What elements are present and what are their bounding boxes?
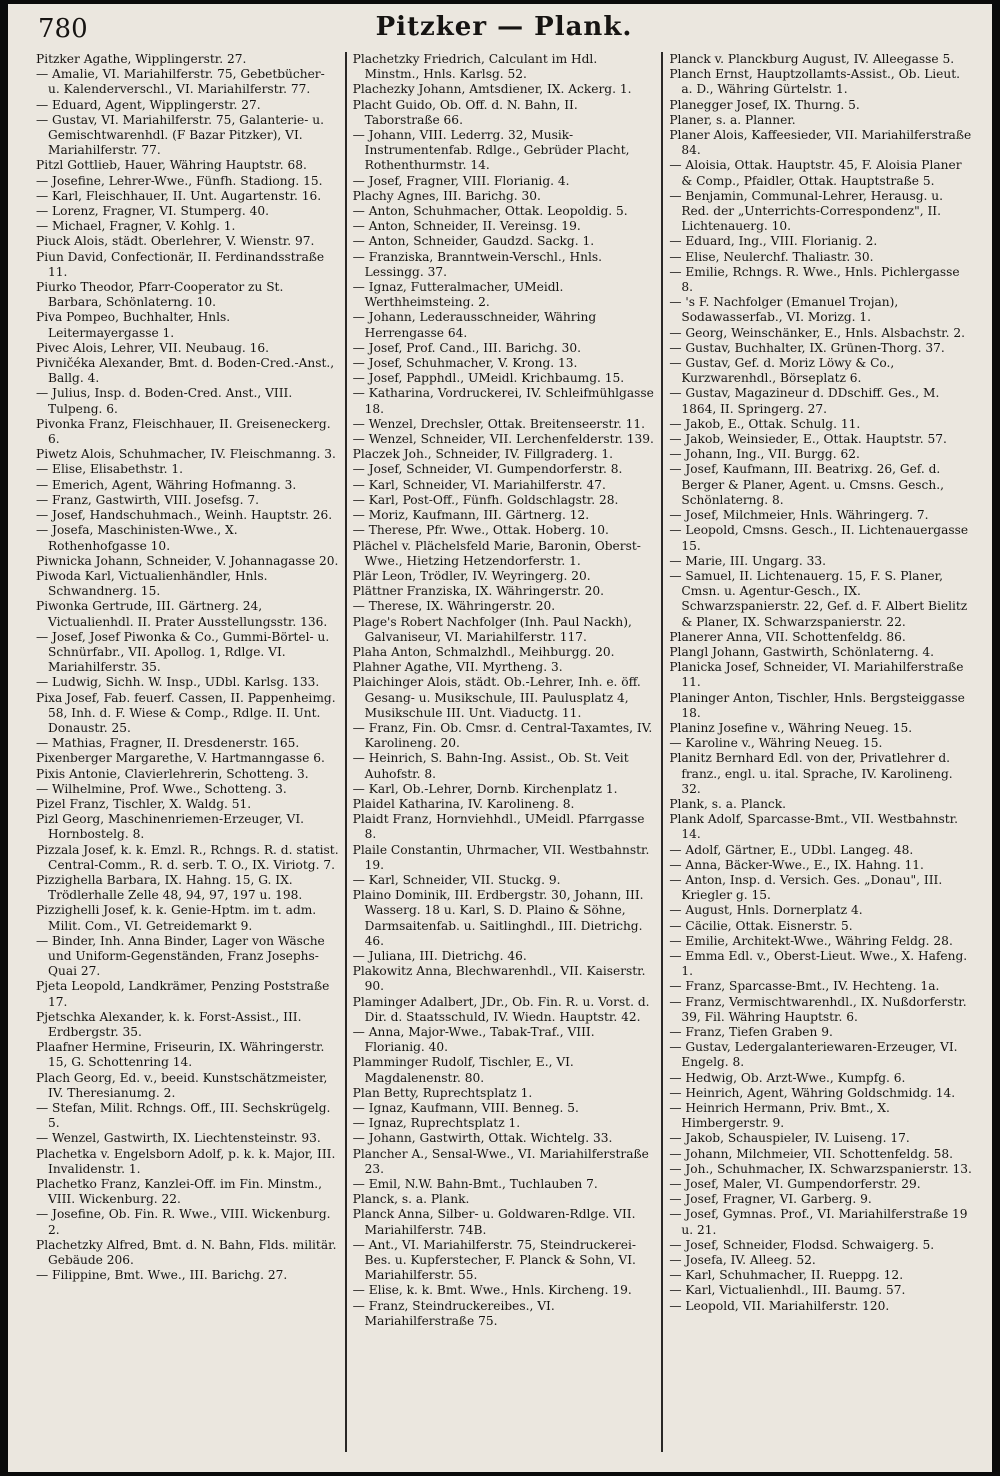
directory-entry: — Gustav, Buchhalter, IX. Grünen-Thorg. 37. [669,340,945,355]
directory-entry: Pizzala Josef, k. k. Emzl. R., Rchngs. R. d. statist. Central-Comm., R. d. serb. T. O., IX. Viriotg. 7. [36,842,339,872]
directory-entry: Piuck Alois, städt. Oberlehrer, V. Wienstr. 97. [36,234,315,249]
column-left [30,52,345,1452]
directory-entry: Pizzighelli Josef, k. k. Genie-Hptm. im t. adm. Milit. Com., VI. Getreidemarkt 9. [36,903,317,933]
directory-entry: Plaichinger Alois, städt. Ob.-Lehrer, Inh. e. öff. Gesang- u. Musikschule, III. Paulusplatz 4, Musikschule III. Unt. Viaductg. 11. [352,675,641,720]
directory-entry: — Karl, Schneider, VII. Stuckg. 9. [352,872,561,887]
directory-entry: — Emerich, Agent, Währing Hofmanng. 3. [36,477,297,492]
directory-entry: Plahner Agathe, VII. Myrtheng. 3. [352,660,563,675]
directory-entry: — Franz, Sparcasse-Bmt., IV. Hechteng. 1a. [669,979,940,994]
directory-entry: Pivničéka Alexander, Bmt. d. Boden-Cred.-Anst., Ballg. 4. [36,356,335,386]
directory-entry: — Katharina, Vordruckerei, IV. Schleifmühlgasse 18. [352,386,654,416]
directory-entry: Planerer Anna, VII. Schottenfeldg. 86. [669,629,906,644]
directory-entry: — Karl, Ob.-Lehrer, Dornb. Kirchenplatz 1. [352,781,618,796]
directory-entry: — Therese, Pfr. Wwe., Ottak. Hoberg. 10. [352,523,609,538]
entry-columns [30,52,978,1452]
directory-entry: — Elise, Elisabethstr. 1. [36,462,183,477]
running-title: Pitzker — Plank. [375,12,633,42]
directory-entry: — Gustav, VI. Mariahilferstr. 75, Galanterie- u. Gemischtwarenhdl. (F Bazar Pitzker), VI. Mariahilferstr. 77. [36,112,324,158]
directory-entry: — Leopold, Cmsns. Gesch., II. Lichtenauergasse 15. [669,523,969,553]
directory-entry: — Eduard, Ing., VIII. Florianig. 2. [669,234,878,249]
directory-entry: — Eduard, Agent, Wipplingerstr. 27. [36,97,261,112]
directory-entry: — Gustav, Magazineur d. DDschiff. Ges., M. 1864, II. Springerg. 27. [669,386,940,416]
directory-entry: Pjetschka Alexander, k. k. Forst-Assist., III. Erdbergstr. 35. [36,1009,302,1039]
directory-entry: — Ignaz, Futteralmacher, UMeidl. Werthheimsteing. 2. [352,280,564,310]
directory-entry: Piun David, Confectionär, II. Ferdinandsstraße 11. [36,249,325,279]
directory-entry: Planck Anna, Silber- u. Goldwaren-Rdlge. VII. Mariahilferstr. 74B. [352,1207,636,1237]
directory-entry: Pixa Josef, Fab. feuerf. Cassen, II. Pappenheimg. 58, Inh. d. F. Wiese & Comp., Rdlge. II. Unt. Donaustr. 25. [36,690,336,735]
directory-entry: Pizzighella Barbara, IX. Hahng. 15, G. IX. Trödlerhalle Zelle 48, 94, 97, 197 u. 198. [36,872,303,903]
directory-entry: — Johann, Gastwirth, Ottak. Wichtelg. 33. [352,1131,613,1146]
directory-entry: — Johann, VIII. Lederrg. 32, Musik-Instrumentenfab. Rdlge., Gebrüder Placht, Rothenthurmstr. 14. [352,128,630,173]
directory-entry: Placht Guido, Ob. Off. d. N. Bahn, II. Taborstraße 66. [352,97,578,127]
directory-entry: Plachetko Franz, Kanzlei-Off. im Fin. Minstm., VIII. Wickenburg. 22. [36,1177,323,1207]
directory-entry: Plächel v. Plächelsfeld Marie, Baronin, Oberst-Wwe., Hietzing Hetzendorferstr. 1. [352,538,641,568]
directory-entry: — Filippine, Bmt. Wwe., III. Barichg. 27. [36,1268,288,1283]
directory-entry: — Josef, Prof. Cand., III. Barichg. 30. [352,340,582,355]
directory-entry: — Emilie, Architekt-Wwe., Währing Feldg. 28. [669,933,953,948]
directory-entry: — Johann, Ing., VII. Burgg. 62. [669,447,860,462]
directory-entry: Plank, s. a. Planck. [669,796,787,811]
directory-entry: — Gustav, Ledergalanteriewaren-Erzeuger, VI. Engelg. 8. [669,1040,958,1070]
directory-entry: Planer, s. a. Planner. [669,112,796,127]
directory-entry: — Juliana, III. Dietrichg. 46. [352,948,527,963]
directory-entry: — Franz, Tiefen Graben 9. [669,1025,833,1039]
directory-entry: — Elise, Neulerchf. Thaliastr. 30. [669,249,874,264]
directory-entry: — August, Hnls. Dornerplatz 4. [669,903,863,918]
directory-entry: — Johann, Lederausschneider, Währing Herrengasse 64. [352,310,597,340]
directory-entry: — Josefine, Lehrer-Wwe., Fünfh. Stadiong. 15. [36,173,323,188]
page-header [30,12,978,52]
directory-entry: — Josef, Gymnas. Prof., VI. Mariahilferstraße 19 u. 21. [669,1207,968,1237]
directory-entry: — Anna, Bäcker-Wwe., E., IX. Hahng. 11. [669,857,924,872]
directory-entry: Piwnicka Johann, Schneider, V. Johannagasse 20. [36,553,339,568]
directory-entry: — Josefine, Ob. Fin. R. Wwe., VIII. Wickenburg. 2. [36,1207,331,1237]
directory-entry: Plachetzky Friedrich, Calculant im Hdl. Minstm., Hnls. Karlsg. 52. [352,52,598,82]
directory-entry: Placzek Joh., Schneider, IV. Fillgraderg. 1. [352,447,613,462]
directory-entry: — Wenzel, Drechsler, Ottak. Breitenseerstr. 11. [352,416,646,431]
directory-entry: Plach Georg, Ed. v., beeid. Kunstschätzmeister, IV. Theresianumg. 2. [36,1070,328,1100]
directory-entry: — Wenzel, Schneider, VII. Lerchenfelderstr. 139. [352,432,654,447]
directory-entry: — Jakob, Schauspieler, IV. Luiseng. 17. [669,1131,910,1146]
directory-entry: Planitz Bernhard Edl. von der, Privatlehrer d. franz., engl. u. ital. Sprache, IV. Karolineng. 32. [669,751,953,796]
directory-entry: — Franz, Steindruckereibes., VI. Mariahilferstraße 75. [352,1298,555,1328]
directory-entry: Plachezky Johann, Amtsdiener, IX. Ackerg. 1. [352,82,632,97]
directory-entry: Plachetzky Alfred, Bmt. d. N. Bahn, Flds. militär. Gebäude 206. [36,1237,337,1268]
directory-entry: — Stefan, Milit. Rchngs. Off., III. Sechskrügelg. 5. [36,1101,331,1131]
directory-entry: — Karl, Post-Off., Fünfh. Goldschlagstr. 28. [352,492,619,507]
directory-entry: — Adolf, Gärtner, E., UDbl. Langeg. 48. [669,842,914,857]
directory-entry: Pitzl Gottlieb, Hauer, Währing Hauptstr. 68. [36,158,307,173]
directory-entry: Plank Adolf, Sparcasse-Bmt., VII. Westbahnstr. 14. [669,812,959,842]
directory-entry: — Anna, Major-Wwe., Tabak-Traf., VIII. Florianig. 40. [352,1025,595,1055]
directory-entry: Piurko Theodor, Pfarr-Cooperator zu St. Barbara, Schönlaterng. 10. [36,280,284,310]
directory-entry: — Anton, Schuhmacher, Ottak. Leopoldig. 5. [352,204,628,219]
directory-entry: Plamminger Rudolf, Tischler, E., VI. Magdalenenstr. 80. [352,1055,574,1085]
directory-entry: Pivec Alois, Lehrer, VII. Neubaug. 16. [36,340,270,355]
directory-entry: Planinger Anton, Tischler, Hnls. Bergsteiggasse 18. [669,690,965,720]
directory-entry: — Jakob, Weinsieder, E., Ottak. Hauptstr. 57. [669,432,947,447]
directory-entry: — Josefa, Maschinisten-Wwe., X. Rothenhofgasse 10. [36,523,238,553]
directory-entry: — Karoline v., Währing Neueg. 15. [669,736,883,751]
directory-entry: — Gustav, Gef. d. Moriz Löwy & Co., Kurzwarenhdl., Börseplatz 6. [669,356,895,386]
directory-entry: — Franz, Fin. Ob. Cmsr. d. Central-Taxamtes, IV. Karolineng. 20. [352,720,653,751]
directory-entry: — Karl, Victualienhdl., III. Baumg. 57. [669,1283,906,1298]
directory-entry: — Karl, Fleischhauer, II. Unt. Augartenstr. 16. [36,188,322,203]
directory-entry: — Benjamin, Communal-Lehrer, Herausg. u. Red. der „Unterrichts-Correspondenz", II. Lichtenauerg. 10. [669,188,944,234]
directory-entry: — Michael, Fragner, V. Kohlg. 1. [36,219,236,234]
directory-entry: Plancher A., Sensal-Wwe., VI. Mariahilferstraße 23. [352,1146,649,1176]
directory-entry: — Amalie, VI. Mariahilferstr. 75, Gebetbücher- u. Kalenderverschl., VI. Mariahilferstr. 77. [36,67,325,97]
directory-entry: Plär Leon, Trödler, IV. Weyringerg. 20. [352,568,591,583]
directory-entry: Planegger Josef, IX. Thurng. 5. [669,97,860,112]
directory-entry: — Mathias, Fragner, II. Dresdenerstr. 165. [36,736,300,751]
directory-entry: — Emma Edl. v., Oberst-Lieut. Wwe., X. Hafeng. 1. [669,948,968,979]
directory-entry: Pivonka Franz, Fleischhauer, II. Greiseneckerg. 6. [36,416,331,447]
directory-entry: Piva Pompeo, Buchhalter, Hnls. Leitermayergasse 1. [36,310,231,340]
directory-entry: — Marie, III. Ungarg. 33. [669,553,826,568]
directory-entry: — Franz, Gastwirth, VIII. Josefsg. 7. [36,492,260,507]
directory-entry: — Cäcilie, Ottak. Eisnerstr. 5. [669,918,853,933]
directory-entry: Planck v. Planckburg August, IV. Alleegasse 5. [669,52,955,66]
directory-entry: — Therese, IX. Währingerstr. 20. [352,599,556,614]
directory-entry: Plaafner Hermine, Friseurin, IX. Währingerstr. 15, G. Schottenring 14. [36,1040,325,1070]
directory-entry: Piwetz Alois, Schuhmacher, IV. Fleischmanng. 3. [36,447,336,462]
directory-entry: Pizl Georg, Maschinenriemen-Erzeuger, VI. Hornbostelg. 8. [36,812,305,842]
directory-entry: — Johann, Milchmeier, VII. Schottenfeldg. 58. [669,1146,954,1161]
directory-entry: — Ludwig, Sichh. W. Insp., UDbl. Karlsg. 133. [36,675,320,690]
directory-entry: Planer Alois, Kaffeesieder, VII. Mariahilferstraße 84. [669,128,972,158]
directory-entry: — Wenzel, Gastwirth, IX. Liechtensteinstr. 93. [36,1131,321,1146]
directory-entry: — Josefa, IV. Alleeg. 52. [669,1253,816,1268]
directory-entry: — Josef, Papphdl., UMeidl. Krichbaumg. 15. [352,371,625,386]
directory-entry: — Josef, Schuhmacher, V. Krong. 13. [352,356,578,371]
column-right [663,52,978,1452]
directory-entry: — Lorenz, Fragner, VI. Stumperg. 40. [36,204,269,219]
directory-entry: Pjeta Leopold, Landkrämer, Penzing Poststraße 17. [36,979,330,1009]
directory-entry: Plaidt Franz, Hornviehhdl., UMeidl. Pfarrgasse 8. [352,812,645,842]
directory-entry: Plangl Johann, Gastwirth, Schönlaterng. 4. [669,644,935,659]
directory-entry: — Heinrich Hermann, Priv. Bmt., X. Himbergerstr. 9. [669,1101,890,1131]
directory-entry: — Josef, Fragner, VI. Garberg. 9. [669,1192,872,1207]
directory-entry: Plaha Anton, Schmalzhdl., Meihburgg. 20. [352,644,615,659]
directory-entry: Plakowitz Anna, Blechwarenhdl., VII. Kaiserstr. 90. [352,964,646,994]
directory-entry: Plachetka v. Engelsborn Adolf, p. k. k. Major, III. Invalidenstr. 1. [36,1146,336,1176]
directory-entry: — Moriz, Kaufmann, III. Gärtnerg. 12. [352,508,590,523]
directory-entry: Pizel Franz, Tischler, X. Waldg. 51. [36,796,252,811]
directory-entry: — Ant., VI. Mariahilferstr. 75, Steindruckerei-Bes. u. Kupferstecher, F. Planck & Sohn, VI. Mariahilferstr. 55. [352,1237,637,1283]
directory-entry: Plage's Robert Nachfolger (Inh. Paul Nackh), Galvaniseur, VI. Mariahilferstr. 117. [352,614,632,644]
directory-entry: — Binder, Inh. Anna Binder, Lager von Wäsche und Uniform-Gegenständen, Franz Josephs-Quai 27. [36,933,325,979]
directory-entry: — Josef, Josef Piwonka & Co., Gummi-Börtel- u. Schnürfabr., VII. Apollog. 1, Rdlge. VI. Mariahilferstr. 35. [36,629,330,675]
directory-entry: — Jakob, E., Ottak. Schulg. 11. [669,416,861,431]
directory-entry: — 's F. Nachfolger (Emanuel Trojan), Sodawasserfab., VI. Morizg. 1. [669,295,899,325]
directory-entry: — Wilhelmine, Prof. Wwe., Schotteng. 3. [36,781,287,796]
directory-entry: Planicka Josef, Schneider, VI. Mariahilferstraße 11. [669,660,964,690]
directory-entry: — Josef, Handschuhmach., Weinh. Hauptstr. 26. [36,508,333,523]
directory-entry: Planch Ernst, Hauptzollamts-Assist., Ob. Lieut. a. D., Währing Gürtelstr. 1. [669,67,961,97]
directory-entry: — Franz, Vermischtwarenhdl., IX. Nußdorferstr. 39, Fil. Währing Hauptstr. 6. [669,994,967,1024]
directory-entry: Plaidel Katharina, IV. Karolineng. 8. [352,796,575,811]
directory-entry: Pitzker Agathe, Wipplingerstr. 27. [36,52,247,66]
column-middle [345,52,664,1452]
directory-entry: — Anton, Schneider, Gaudzd. Sackg. 1. [352,234,595,249]
directory-entry: Plaile Constantin, Uhrmacher, VII. Westbahnstr. 19. [352,842,650,872]
directory-entry: — Aloisia, Ottak. Hauptstr. 45, F. Aloisia Planer & Comp., Pfaidler, Ottak. Hauptstraße 5. [669,158,962,188]
directory-entry: — Leopold, VII. Mariahilferstr. 120. [669,1298,890,1313]
directory-entry: — Emilie, Rchngs. R. Wwe., Hnls. Pichlergasse 8. [669,264,960,295]
directory-entry: Piwonka Gertrude, III. Gärtnerg. 24, Victualienhdl. II. Prater Ausstellungsstr. 136. [36,599,328,629]
directory-entry: — Hedwig, Ob. Arzt-Wwe., Kumpfg. 6. [669,1070,906,1085]
directory-entry: — Josef, Schneider, VI. Gumpendorferstr. 8. [352,462,623,477]
directory-page [8,4,992,1472]
directory-entry: — Samuel, II. Lichtenauerg. 15, F. S. Planer, Cmsn. u. Agentur-Gesch., IX. Schwarzspanierstr. 22, Gef. d. F. Albert Bielitz & Planer, IX. Schwarzspanierstr. 22. [669,568,968,629]
directory-entry: — Ignaz, Ruprechtsplatz 1. [352,1116,521,1131]
directory-entry: Pixenberger Margarethe, V. Hartmanngasse 6. [36,751,325,766]
directory-entry: — Josef, Milchmeier, Hnls. Währingerg. 7. [669,508,929,523]
page-number: 780 [38,14,88,44]
directory-entry: — Ignaz, Kaufmann, VIII. Benneg. 5. [352,1101,579,1116]
directory-entry: — Joh., Schuhmacher, IX. Schwarzspanierstr. 13. [669,1161,972,1176]
directory-entry: — Anton, Schneider, II. Vereinsg. 19. [352,219,581,234]
directory-entry: Plachy Agnes, III. Barichg. 30. [352,188,541,203]
directory-entry: — Julius, Insp. d. Boden-Cred. Anst., VIII. Tulpeng. 6. [36,386,293,416]
directory-entry: — Heinrich, S. Bahn-Ing. Assist., Ob. St. Veit Auhofstr. 8. [352,751,629,781]
directory-entry: Planck, s. a. Plank. [352,1192,470,1207]
directory-entry: — Heinrich, Agent, Währing Goldschmidg. 14. [669,1085,956,1100]
directory-entry: Plan Betty, Ruprechtsplatz 1. [352,1085,533,1100]
directory-entry: Plättner Franziska, IX. Währingerstr. 20. [352,584,604,599]
directory-entry: — Karl, Schneider, VI. Mariahilferstr. 47. [352,477,606,492]
directory-entry: — Karl, Schuhmacher, II. Rueppg. 12. [669,1268,904,1283]
directory-entry: Piwoda Karl, Victualienhändler, Hnls. Schwandnerg. 15. [36,568,268,599]
directory-entry: — Elise, k. k. Bmt. Wwe., Hnls. Kircheng. 19. [352,1283,632,1298]
directory-entry: — Anton, Insp. d. Versich. Ges. „Donau", III. Kriegler g. 15. [669,872,943,903]
directory-entry: — Josef, Kaufmann, III. Beatrixg. 26, Gef. d. Berger & Planer, Agent. u. Cmsns. Gesch., Schönlaterng. 8. [669,462,944,507]
directory-entry: — Georg, Weinschänker, E., Hnls. Alsbachstr. 2. [669,325,966,340]
directory-entry: Planinz Josefine v., Währing Neueg. 15. [669,720,913,735]
directory-entry: Plaino Dominik, III. Erdbergstr. 30, Johann, III. Wasserg. 18 u. Karl, S. D. Plaino & Söhne, Darmsaitenfab. u. Saitlinghdl., III. Dietrichg. 46. [352,888,644,948]
directory-entry: — Josef, Schneider, Flodsd. Schwaigerg. 5. [669,1237,935,1252]
directory-entry: Pixis Antonie, Clavierlehrerin, Schotteng. 3. [36,766,309,781]
directory-entry: Plaminger Adalbert, JDr., Ob. Fin. R. u. Vorst. d. Dir. d. Staatsschuld, IV. Wiedn. Hauptstr. 42. [352,994,650,1024]
directory-entry: — Franziska, Branntwein-Verschl., Hnls. Lessingg. 37. [352,249,603,279]
directory-entry: — Josef, Maler, VI. Gumpendorferstr. 29. [669,1177,921,1192]
directory-entry: — Josef, Fragner, VIII. Florianig. 4. [352,173,570,188]
directory-entry: — Emil, N.W. Bahn-Bmt., Tuchlauben 7. [352,1177,598,1192]
